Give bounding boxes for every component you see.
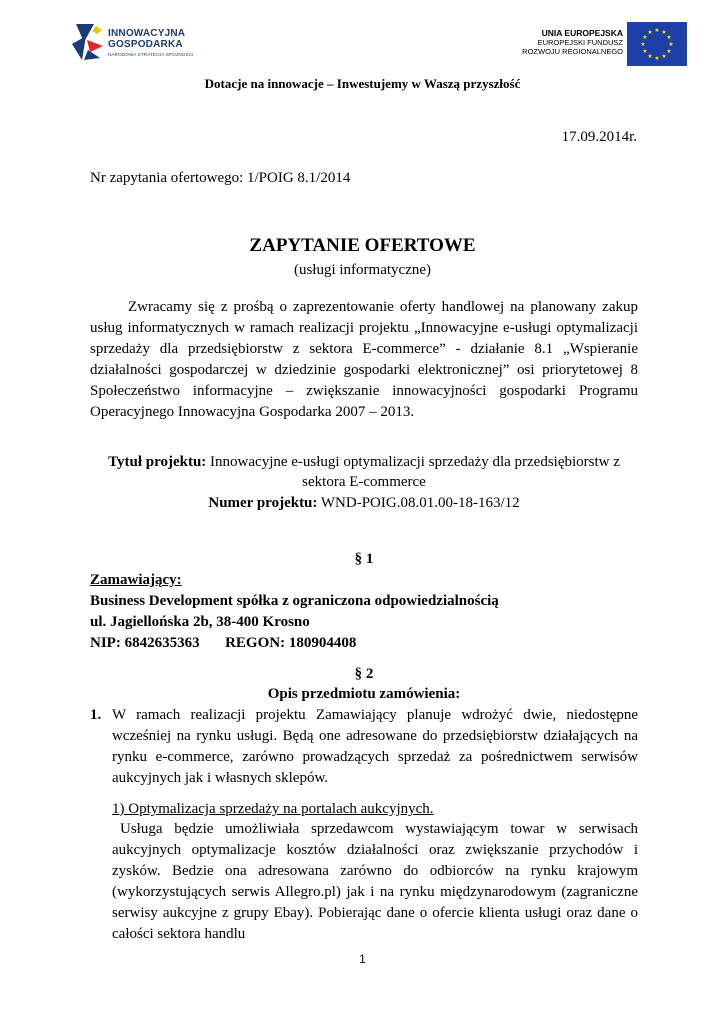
innowacyjna-gospodarka-emblem-icon bbox=[70, 22, 104, 62]
svg-text:★: ★ bbox=[661, 53, 667, 60]
company-ids bbox=[90, 633, 499, 654]
list-item-text: W ramach realizacji projektu Zamawiający planuje wdrożyć dwie, niedostępne wcześniej na rynku usługi. Będą one adresowane do przedsiębiorstw działających na rynku e-commerce, zarówno prowadzących sprzedaż za pośrednictwem serwisów aukcyjnych jak i własnych sklepów. bbox=[112, 707, 638, 786]
company-name: Business Development spółka z ograniczona odpowiedzialnością bbox=[90, 593, 499, 609]
document-title: ZAPYTANIE OFERTOWE bbox=[249, 235, 476, 256]
svg-text:★: ★ bbox=[647, 29, 653, 36]
svg-text:★: ★ bbox=[642, 34, 648, 41]
subsection-heading: 1) Optymalizacja sprzedaży na portalach aukcyjnych. bbox=[112, 801, 434, 817]
section-1-heading: § 1 bbox=[354, 551, 374, 567]
left-logo-line3: NARODOWA STRATEGIA SPÓJNOŚCI bbox=[108, 52, 194, 57]
svg-text:★: ★ bbox=[654, 55, 660, 62]
project-number bbox=[90, 493, 638, 513]
company-regon: REGON: 180904408 bbox=[225, 635, 357, 651]
right-logo-line1: UNIA EUROPEJSKA bbox=[541, 28, 623, 38]
svg-text:★: ★ bbox=[661, 29, 667, 36]
eu-flag-icon bbox=[627, 22, 687, 66]
ordering-party bbox=[90, 570, 499, 654]
intro-paragraph: Zwracamy się z prośbą o zaprezentowanie oferty handlowej na planowany zakup usług informatycznych w ramach realizacji projektu „Innowacyjne e-usługi optymalizacji sprzedaży dla przedsiębiorstw z sektora E-commerce” - działanie 8.1 „Wspieranie działalności gospodarczej w dziedzinie gospodarki elektronicznej” osi priorytetowej 8 Społeczeństwo informacyjne – zwiększanie innowacyjności gospodarki Programu Operacyjnego Innowacyjna Gospodarka 2007 – 2013. bbox=[90, 299, 638, 420]
svg-text:★: ★ bbox=[642, 48, 648, 55]
svg-text:★: ★ bbox=[668, 41, 674, 48]
right-logo-line2: EUROPEJSKI FUNDUSZ bbox=[537, 38, 623, 47]
header-motto: Dotacje na innowacje – Inwestujemy w Waszą przyszłość bbox=[204, 76, 521, 91]
left-logo-line1: INNOWACYJNA bbox=[108, 28, 186, 39]
project-number-value: WND-POIG.08.01.00-18-163/12 bbox=[320, 495, 520, 511]
request-number: Nr zapytania ofertowego: 1/POIG 8.1/2014 bbox=[90, 170, 351, 186]
svg-text:★: ★ bbox=[647, 53, 653, 60]
page-number: 1 bbox=[359, 952, 366, 966]
document-date: 17.09.2014r. bbox=[561, 129, 637, 145]
project-title-value: Innowacyjne e-usługi optymalizacji sprzedaży dla przedsiębiorstw z sektora E-commerce bbox=[210, 454, 620, 490]
innowacyjna-gospodarka-logo bbox=[70, 22, 200, 66]
svg-text:★: ★ bbox=[666, 48, 672, 55]
project-title-label: Tytuł projektu: bbox=[108, 454, 207, 470]
ordering-party-label: Zamawiający: bbox=[90, 572, 182, 588]
document-subtitle: (usługi informatyczne) bbox=[293, 262, 432, 278]
subsection-text: Usługa będzie umożliwiała sprzedawcom wystawiającym towar w serwisach aukcyjnych optymalizacje kosztów działalności oraz zwiększanie przychodów i zysków. Bedzie ona adresowana zarówno do odbiorców na rynku krajowym (wykorzystujących serwis Allegro.pl) jak i na rynku międzynarodowym (zagraniczne serwisy aukcyjne z grupy Ebay). Pobierając dane o ofercie klienta usługi oraz dane o całości sektora handlu bbox=[112, 821, 638, 942]
company-address: ul. Jagiellońska 2b, 38-400 Krosno bbox=[90, 614, 310, 630]
svg-text:★: ★ bbox=[654, 27, 660, 34]
unia-europejska-logo bbox=[515, 22, 687, 66]
section-2-heading: § 2 bbox=[354, 666, 374, 682]
company-nip: NIP: 6842635363 bbox=[90, 635, 200, 651]
left-logo-line2: GOSPODARKA bbox=[108, 39, 183, 50]
right-logo-line3: ROZWOJU REGIONALNEGO bbox=[522, 47, 623, 56]
svg-text:★: ★ bbox=[640, 41, 646, 48]
section-2-title: Opis przedmiotu zamówienia: bbox=[267, 686, 461, 702]
project-title bbox=[90, 452, 638, 492]
list-item-number: 1. bbox=[90, 707, 102, 723]
project-number-label: Numer projektu: bbox=[208, 495, 318, 511]
svg-text:★: ★ bbox=[666, 34, 672, 41]
list-item bbox=[90, 705, 638, 789]
